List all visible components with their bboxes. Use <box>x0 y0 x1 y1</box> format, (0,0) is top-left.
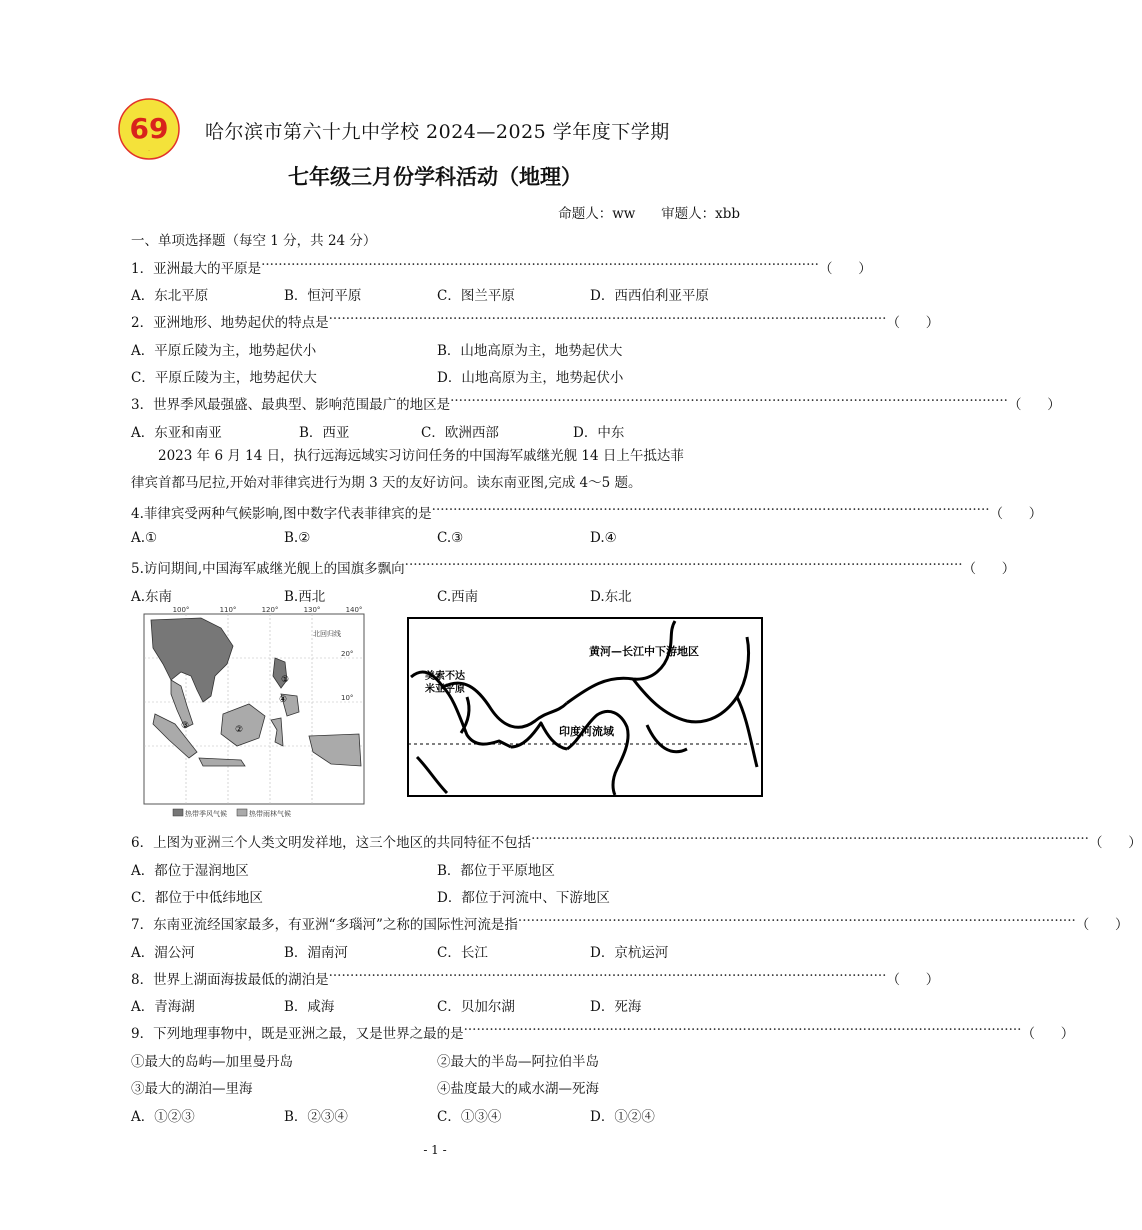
leader-dots: ·································································································································· <box>261 257 819 273</box>
answer-blank[interactable]: （ ） <box>1007 397 1061 413</box>
option[interactable]: A．青海湖 <box>131 999 195 1015</box>
option[interactable]: B.② <box>284 530 311 546</box>
leader-dots: ·································································································································· <box>450 393 1008 409</box>
option[interactable]: B．湄南河 <box>284 945 348 961</box>
option[interactable]: A．东亚和南亚 <box>131 425 222 441</box>
option[interactable]: C.③ <box>437 530 464 546</box>
option[interactable]: A．①②③ <box>131 1109 195 1125</box>
legend-label: 热带雨林气候 <box>249 810 291 818</box>
option[interactable]: B．都位于平原地区 <box>437 863 555 879</box>
asia-civilizations-map <box>407 617 763 797</box>
option[interactable]: A．湄公河 <box>131 945 195 961</box>
lon-label: 100° <box>172 606 190 614</box>
option[interactable]: C．①③④ <box>437 1109 502 1125</box>
answer-blank[interactable]: （ ） <box>989 506 1043 522</box>
lon-label: 110° <box>219 606 237 614</box>
leader-dots: ·································································································································· <box>404 557 963 573</box>
question-1 <box>131 257 872 277</box>
section-heading: 一、单项选择题（每空 1 分，共 24 分） <box>131 233 377 249</box>
marker: ④ <box>279 695 288 705</box>
legend-swatch-rainforest <box>237 809 247 816</box>
option[interactable]: D．山地高原为主，地势起伏小 <box>437 370 624 386</box>
marker: ③ <box>181 721 190 731</box>
question-stem: 9．下列地理事物中，既是亚洲之最，又是世界之最的是 <box>131 1026 464 1042</box>
question-8 <box>131 968 940 988</box>
answer-blank[interactable]: （ ） <box>818 261 872 277</box>
option[interactable]: C．图兰平原 <box>437 288 515 304</box>
answer-blank[interactable]: （ ） <box>1088 835 1142 851</box>
question-stem: 8．世界上湖面海拔最低的湖泊是 <box>131 972 329 988</box>
leader-dots: ·································································································································· <box>328 311 887 327</box>
option[interactable]: A.东南 <box>131 589 173 605</box>
lat-label: 20° <box>341 650 354 658</box>
option[interactable]: D．西西伯利亚平原 <box>590 288 709 304</box>
question-stem: 3．世界季风最强盛、最典型、影响范围最广的地区是 <box>131 397 451 413</box>
question-7 <box>131 913 1129 933</box>
option[interactable]: B．②③④ <box>284 1109 348 1125</box>
question-5 <box>131 557 1016 577</box>
option[interactable]: C．都位于中低纬地区 <box>131 890 263 906</box>
option[interactable]: A．东北平原 <box>131 288 209 304</box>
statement: ①最大的岛屿—加里曼丹岛 <box>131 1054 293 1070</box>
option[interactable]: B．山地高原为主，地势起伏大 <box>437 343 623 359</box>
marker: ② <box>235 725 244 735</box>
question-stem: 4.菲律宾受两种气候影响,图中数字代表菲律宾的是 <box>131 506 432 522</box>
option[interactable]: C．贝加尔湖 <box>437 999 515 1015</box>
option[interactable]: D.东北 <box>590 589 632 605</box>
statement: ②最大的半岛—阿拉伯半岛 <box>437 1054 599 1070</box>
school-logo <box>118 98 180 160</box>
leader-dots: ·································································································································· <box>431 502 990 518</box>
leader-dots: ·································································································································· <box>328 968 887 984</box>
answer-blank[interactable]: （ ） <box>1021 1026 1075 1042</box>
option[interactable]: B．西亚 <box>299 425 350 441</box>
answer-blank[interactable]: （ ） <box>886 315 940 331</box>
authors-line: 命题人：ww 审题人：xbb <box>558 206 740 222</box>
statement: ④盐度最大的咸水湖—死海 <box>437 1081 599 1097</box>
leader-dots: ·································································································································· <box>517 913 1076 929</box>
answer-blank[interactable]: （ ） <box>962 561 1016 577</box>
option[interactable]: A．都位于湿润地区 <box>131 863 249 879</box>
logo-text: 69 <box>129 112 169 145</box>
legend-label: 热带季风气候 <box>185 810 227 818</box>
page-number: - 1 - <box>423 1143 447 1157</box>
question-stem: 1．亚洲最大的平原是 <box>131 261 262 277</box>
answer-blank[interactable]: （ ） <box>886 972 940 988</box>
marker: ① <box>281 675 290 685</box>
question-9 <box>131 1022 1075 1042</box>
question-4 <box>131 502 1043 522</box>
question-6 <box>131 831 1142 851</box>
option[interactable]: D．①②④ <box>590 1109 655 1125</box>
option[interactable]: D．中东 <box>573 425 625 441</box>
option[interactable]: C.西南 <box>437 589 479 605</box>
page-title: 七年级三月份学科活动（地理） <box>288 165 582 189</box>
option[interactable]: C．欧洲西部 <box>421 425 499 441</box>
question-stem: 7．东南亚流经国家最多，有亚洲“多瑙河”之称的国际性河流是指 <box>131 917 518 933</box>
question-3 <box>131 393 1061 413</box>
map-label-indus: 印度河流域 <box>559 725 614 738</box>
option[interactable]: B．咸海 <box>284 999 335 1015</box>
option[interactable]: C．平原丘陵为主，地势起伏大 <box>131 370 317 386</box>
option[interactable]: A.① <box>131 530 158 546</box>
lon-label: 130° <box>303 606 321 614</box>
svg-text:·: · <box>148 148 150 153</box>
option[interactable]: D．都位于河流中、下游地区 <box>437 890 610 906</box>
southeast-asia-climate-map <box>141 606 367 820</box>
map-label-huanghe-changjiang: 黄河—长江中下游地区 <box>589 645 699 658</box>
option[interactable]: B．恒河平原 <box>284 288 362 304</box>
question-stem: 2．亚洲地形、地势起伏的特点是 <box>131 315 329 331</box>
map-label-mesopotamia: 美索不达米亚平原 <box>425 671 465 695</box>
passage-line: 2023 年 6 月 14 日，执行远海远域实习访问任务的中国海军戚继光舰 14 日上午抵达菲 <box>158 448 684 464</box>
lat-label: 10° <box>341 694 354 702</box>
statement: ③最大的湖泊—里海 <box>131 1081 253 1097</box>
question-2 <box>131 311 940 331</box>
option[interactable]: C．长江 <box>437 945 488 961</box>
answer-blank[interactable]: （ ） <box>1075 917 1129 933</box>
tropic-label: 北回归线 <box>313 630 341 638</box>
option[interactable]: D．死海 <box>590 999 642 1015</box>
reading-passage <box>131 443 741 497</box>
leader-dots: ·································································································································· <box>531 831 1089 847</box>
legend-swatch-monsoon <box>173 809 183 816</box>
option[interactable]: D.④ <box>590 530 617 546</box>
option[interactable]: D．京杭运河 <box>590 945 669 961</box>
question-stem: 6．上图为亚洲三个人类文明发祥地，这三个地区的共同特征不包括 <box>131 835 532 851</box>
passage-line: 律宾首都马尼拉,开始对菲律宾进行为期 3 天的友好访问。读东南亚图,完成 4～5 题。 <box>131 475 642 491</box>
option[interactable]: B.西北 <box>284 589 326 605</box>
school-heading: 哈尔滨市第六十九中学校 2024—2025 学年度下学期 <box>205 121 670 143</box>
question-stem: 5.访问期间,中国海军戚继光舰上的国旗多飘向 <box>131 561 405 577</box>
leader-dots: ·································································································································· <box>463 1022 1022 1038</box>
lon-label: 140° <box>345 606 363 614</box>
lon-label: 120° <box>261 606 279 614</box>
option[interactable]: A．平原丘陵为主，地势起伏小 <box>131 343 317 359</box>
